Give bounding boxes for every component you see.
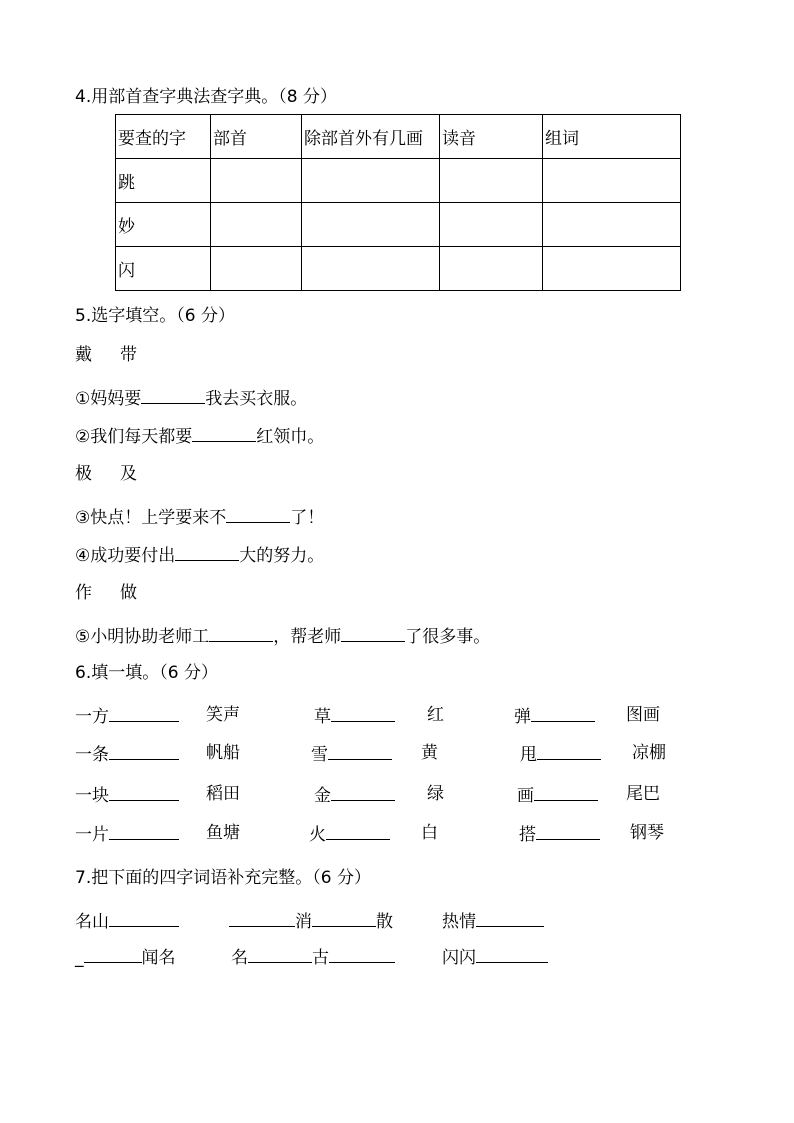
fill-blank[interactable] bbox=[328, 742, 392, 760]
noun-item: 帆船 bbox=[206, 743, 240, 763]
char-cell: 闪 bbox=[116, 247, 211, 291]
fill-blank[interactable] bbox=[331, 704, 395, 722]
item-text: 草 bbox=[314, 707, 331, 727]
q6-title: 6.填一填。（6 分） bbox=[75, 663, 218, 683]
noun-item: 鱼塘 bbox=[206, 823, 240, 843]
choice-char: 及 bbox=[120, 464, 137, 484]
fill-blank[interactable] bbox=[537, 742, 601, 760]
fill-blank[interactable] bbox=[109, 704, 179, 722]
item-text: 弹 bbox=[514, 707, 531, 727]
idiom-text: 名山 bbox=[75, 912, 109, 932]
noun-item: 凉棚 bbox=[632, 743, 666, 763]
item-text: 一块 bbox=[75, 786, 109, 806]
sentence-3 bbox=[75, 505, 324, 529]
fill-blank[interactable] bbox=[109, 783, 179, 801]
table-row bbox=[116, 159, 681, 203]
color-word: 白 bbox=[421, 823, 438, 843]
idiom-text: 闪闪 bbox=[442, 948, 476, 968]
color-word: 黄 bbox=[421, 743, 438, 763]
fill-blank[interactable] bbox=[329, 945, 395, 963]
fill-blank[interactable] bbox=[531, 704, 595, 722]
color-item bbox=[314, 704, 395, 728]
verb-item bbox=[519, 822, 600, 846]
fill-blank[interactable] bbox=[536, 822, 600, 840]
fill-blank[interactable] bbox=[229, 909, 295, 927]
sentence-2 bbox=[75, 424, 324, 448]
idiom-3 bbox=[442, 909, 544, 933]
fill-blank[interactable] bbox=[192, 424, 256, 442]
header-word: 组词 bbox=[543, 115, 681, 159]
color-item bbox=[314, 783, 395, 807]
sentence-text: ③快点！上学要来不 bbox=[75, 508, 227, 528]
sentence-text: ⑤小明协助老师工 bbox=[75, 627, 210, 647]
fill-blank[interactable] bbox=[141, 386, 205, 404]
fill-blank[interactable] bbox=[476, 909, 544, 927]
fill-blank[interactable] bbox=[248, 945, 312, 963]
answer-cell[interactable] bbox=[440, 247, 543, 291]
table-row bbox=[116, 203, 681, 247]
answer-cell[interactable] bbox=[440, 159, 543, 203]
noun-item: 钢琴 bbox=[630, 823, 664, 843]
fill-blank[interactable] bbox=[226, 505, 290, 523]
fill-blank[interactable] bbox=[109, 822, 179, 840]
fill-blank[interactable] bbox=[109, 909, 179, 927]
color-item bbox=[311, 742, 392, 766]
dictionary-table bbox=[115, 114, 681, 291]
item-text: 画 bbox=[517, 786, 534, 806]
noun-item: 稻田 bbox=[206, 784, 240, 804]
idiom-2 bbox=[229, 909, 393, 933]
answer-cell[interactable] bbox=[302, 159, 440, 203]
item-text: 金 bbox=[314, 786, 331, 806]
item-text: 一方 bbox=[75, 707, 109, 727]
fill-blank[interactable] bbox=[341, 624, 405, 642]
header-strokes: 除部首外有几画 bbox=[302, 115, 440, 159]
fill-blank[interactable] bbox=[331, 783, 395, 801]
fill-blank[interactable] bbox=[476, 945, 548, 963]
sentence-text: 了很多事。 bbox=[405, 627, 491, 647]
answer-cell[interactable] bbox=[211, 247, 302, 291]
fill-blank[interactable] bbox=[209, 624, 273, 642]
sentence-text: 红领巾。 bbox=[256, 427, 325, 447]
idiom-text: 古 bbox=[312, 948, 329, 968]
idiom-5 bbox=[231, 945, 395, 969]
header-pronunciation: 读音 bbox=[440, 115, 543, 159]
color-word: 绿 bbox=[427, 784, 444, 804]
choice-char: 带 bbox=[120, 345, 137, 365]
char-cell: 妙 bbox=[116, 203, 211, 247]
answer-cell[interactable] bbox=[543, 203, 681, 247]
item-text: 雪 bbox=[311, 745, 328, 765]
color-word: 红 bbox=[427, 705, 444, 725]
measure-item bbox=[75, 822, 179, 846]
noun-item: 笑声 bbox=[206, 705, 240, 725]
answer-cell[interactable] bbox=[211, 159, 302, 203]
verb-item bbox=[514, 704, 595, 728]
idiom-1 bbox=[75, 909, 179, 933]
verb-item bbox=[520, 742, 601, 766]
fill-blank[interactable] bbox=[84, 945, 142, 963]
sentence-5 bbox=[75, 624, 490, 648]
header-char: 要查的字 bbox=[116, 115, 211, 159]
fill-blank[interactable] bbox=[534, 783, 598, 801]
header-radical: 部首 bbox=[211, 115, 302, 159]
choice-char: 戴 bbox=[75, 345, 92, 365]
answer-cell[interactable] bbox=[440, 203, 543, 247]
answer-cell[interactable] bbox=[302, 203, 440, 247]
noun-item: 图画 bbox=[626, 705, 660, 725]
noun-item: 尾巴 bbox=[626, 784, 660, 804]
fill-blank[interactable] bbox=[326, 822, 390, 840]
item-text: 搭 bbox=[519, 825, 536, 845]
answer-cell[interactable] bbox=[302, 247, 440, 291]
idiom-text: _ bbox=[75, 948, 84, 968]
q7-title: 7.把下面的四字词语补充完整。（6 分） bbox=[75, 868, 371, 888]
q5-title: 5.选字填空。（6 分） bbox=[75, 306, 235, 326]
choice-char: 极 bbox=[75, 464, 92, 484]
table-header-row bbox=[116, 115, 681, 159]
measure-item bbox=[75, 704, 179, 728]
fill-blank[interactable] bbox=[109, 742, 179, 760]
table-row bbox=[116, 247, 681, 291]
idiom-text: 名 bbox=[231, 948, 248, 968]
sentence-text: ，帮老师 bbox=[273, 627, 342, 647]
sentence-text: ①妈妈要 bbox=[75, 389, 142, 409]
choice-char: 做 bbox=[120, 583, 137, 603]
item-text: 一片 bbox=[75, 825, 109, 845]
idiom-4 bbox=[75, 945, 176, 969]
color-item bbox=[309, 822, 390, 846]
sentence-text: ②我们每天都要 bbox=[75, 427, 193, 447]
sentence-text: ④成功要付出 bbox=[75, 546, 176, 566]
sentence-1 bbox=[75, 386, 307, 410]
idiom-text: 消 bbox=[295, 912, 312, 932]
item-text: 一条 bbox=[75, 745, 109, 765]
q4-title: 4.用部首查字典法查字典。（8 分） bbox=[75, 87, 337, 107]
answer-cell[interactable] bbox=[211, 203, 302, 247]
sentence-4 bbox=[75, 543, 324, 567]
sentence-text: 大的努力。 bbox=[239, 546, 325, 566]
sentence-text: 了！ bbox=[290, 508, 325, 528]
char-cell: 跳 bbox=[116, 159, 211, 203]
answer-cell[interactable] bbox=[543, 247, 681, 291]
answer-cell[interactable] bbox=[543, 159, 681, 203]
sentence-text: 我去买衣服。 bbox=[205, 389, 308, 409]
item-text: 甩 bbox=[520, 745, 537, 765]
verb-item bbox=[517, 783, 598, 807]
measure-item bbox=[75, 783, 179, 807]
fill-blank[interactable] bbox=[312, 909, 376, 927]
idiom-text: 闻名 bbox=[141, 948, 176, 968]
item-text: 火 bbox=[309, 825, 326, 845]
measure-item bbox=[75, 742, 179, 766]
idiom-text: 散 bbox=[376, 912, 393, 932]
fill-blank[interactable] bbox=[175, 543, 239, 561]
idiom-6 bbox=[442, 945, 548, 969]
choice-char: 作 bbox=[75, 583, 92, 603]
idiom-text: 热情 bbox=[442, 912, 476, 932]
